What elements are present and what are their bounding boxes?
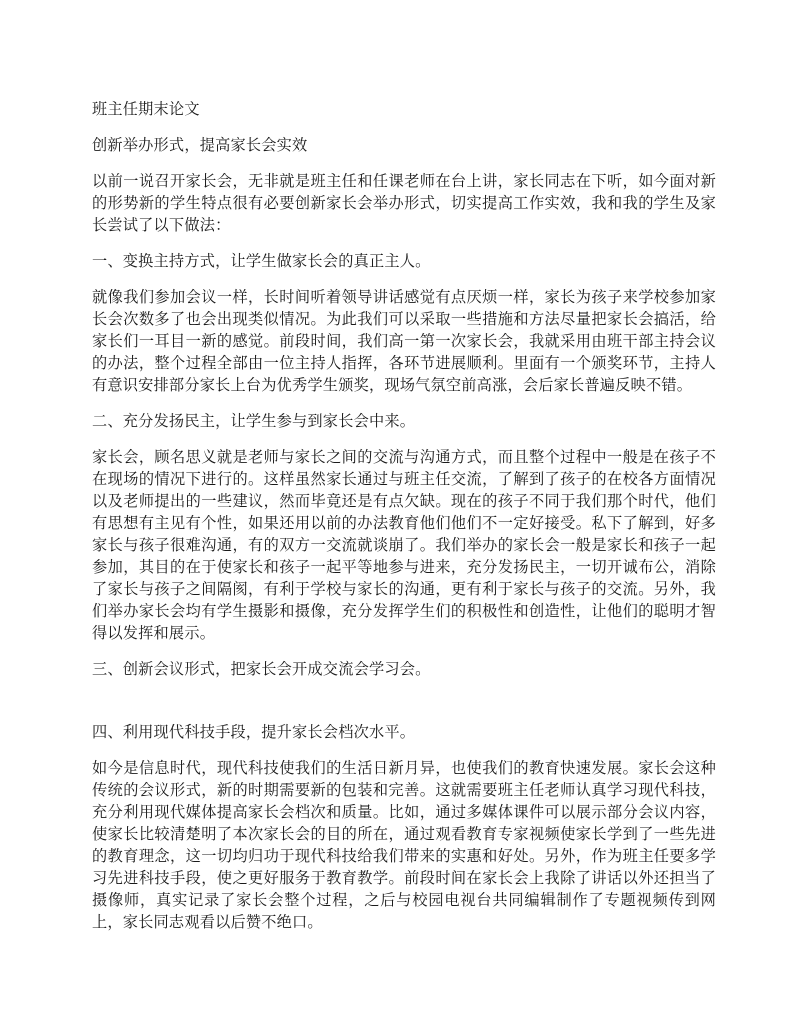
section-1-body: 就像我们参加会议一样，长时间听着领导讲话感觉有点厌烦一样，家长为孩子来学校参加家长会次数多了也会出现类似情况。为此我们可以采取一些措施和方法尽量把家长会搞活，给家长们一耳目一新的感觉。前段时间，我们高一第一次家长会，我就采用由班干部主持会议的办法，整个过程全部由一位主持人指挥，各环节进展顺利。里面有一个颁奖环节，主持人有意识安排部分家长上台为优秀学生颁奖，现场气氛空前高涨，会后家长普遍反映不错。 bbox=[92, 288, 716, 394]
document-subtitle: 创新举办形式，提高家长会实效 bbox=[92, 136, 308, 154]
section-3-heading: 三、创新会议形式，把家长会开成交流会学习会。 bbox=[92, 660, 431, 678]
section-4-heading: 四、利用现代科技手段，提升家长会档次水平。 bbox=[92, 723, 416, 741]
document-title: 班主任期末论文 bbox=[92, 100, 200, 118]
section-1-heading: 一、变换主持方式，让学生做家长会的真正主人。 bbox=[92, 252, 431, 270]
section-2-body: 家长会，顾名思义就是老师与家长之间的交流与沟通方式，而且整个过程中一般是在孩子不在现场的情况下进行的。这样虽然家长通过与班主任交流，了解到了孩子的在校各方面情况以及老师提出的一些建议，然而毕竟还是有点欠缺。现在的孩子不同于我们那个时代，他们有思想有主见有个性，如果还用以前的办法教育他们他们不一定好接受。私下了解到，好多家长与孩子很难沟通，有的双方一交流就谈崩了。我们举办的家长会一般是家长和孩子一起参加，其目的在于使家长和孩子一起平等地参与进来，充分发扬民主，一切开诚布公，消除了家长与孩子之间隔阂，有利于学校与家长的沟通，更有利于家长与孩子的交流。另外，我们举办家长会均有学生摄影和摄像，充分发挥学生们的积极性和创造性，让他们的聪明才智得以发挥和展示。 bbox=[92, 448, 716, 642]
section-4-body: 如今是信息时代，现代科技使我们的生活日新月异，也使我们的教育快速发展。家长会这种传统的会议形式，新的时期需要新的包装和完善。这就需要班主任老师认真学习现代科技，充分利用现代媒体提高家长会档次和质量。比如，通过多媒体课件可以展示部分会议内容，使家长比较清楚明了本次家长会的目的所在，通过观看教育专家视频使家长学到了一些先进的教育理念，这一切均归功于现代科技给我们带来的实惠和好处。另外，作为班主任要多学习先进科技手段，使之更好服务于教育教学。前段时间在家长会上我除了讲话以外还担当了摄像师，真实记录了家长会整个过程，之后与校园电视台共同编辑制作了专题视频传到网上，家长同志观看以后赞不绝口。 bbox=[92, 759, 716, 931]
intro-paragraph: 以前一说召开家长会，无非就是班主任和任课老师在台上讲，家长同志在下听，如今面对新的形势新的学生特点很有必要创新家长会举办形式，切实提高工作实效，我和我的学生及家长尝试了以下做法： bbox=[92, 172, 716, 234]
section-2-heading: 二、充分发扬民主，让学生参与到家长会中来。 bbox=[92, 412, 416, 430]
document-page bbox=[92, 98, 716, 947]
